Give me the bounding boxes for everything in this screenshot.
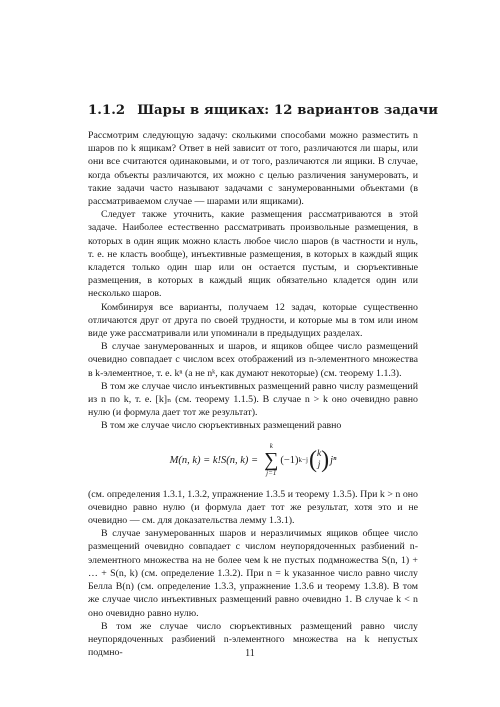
section-heading [88,103,438,118]
paragraph-injective: В том же случае число инъективных размещений равно числу размещений из n по k, т. е. [k]ₙ (см. теорему 1.1.5). В случае n > k оно очевидно равно нулю (и формула дает тот же результат). [88,380,418,419]
sum-lower-limit: j=1 [266,469,277,478]
paragraph-surjective-refs: (см. определения 1.3.1, 1.3.2, упражнение 1.3.5 и теорему 1.3.5). При k > n оно очевидно равно нулю (и формула дает тот же результат, хотя это и не очевидно — см. для доказательства лемму 1.3.1). [88,488,418,527]
section-title: Шары в ящиках: 12 вариантов задачи [137,103,439,118]
formula-tail: jⁿ [330,454,337,466]
section-number: 1.1.2 [88,103,126,118]
paragraph-numbered-case: В случае занумерованных и шаров, и ящиков общее число размещений очевидно совпадает с числом всех отображений из n-элементного множества в k-элементное, т. е. kⁿ (а не nᵏ, как думают некоторые) (см. теорему 1.1.3). [88,341,418,379]
page-number: 11 [245,648,255,659]
binom-top: k [316,449,322,460]
display-formula [88,433,418,488]
body-text [88,129,418,659]
paragraph-surjective-partitions: В том же случае число сюръективных размещений равно числу неупорядоченных разбиений n-элементного множества на k непустых подмно- [88,620,418,659]
sum-upper-limit: k [269,442,273,451]
paragraph-indistinct-boxes: В случае занумерованных шаров и неразличимых ящиков общее число размещений очевидно совпадает с числом неупорядоченных разбиений n-элементного множества на не более чем k не пустых подмножества S(n, 1) + … + S(n, k) (см. определение 1.3.2). При n = k указанное число равно числу Белла B(n) (см. определение 1.3.3, упражнение 1.3.6 и теорему 1.3.8). В том же случае число инъективных размещений равно очевидно 1. В случае k < n оно очевидно равно нулю. [88,528,418,619]
sum-symbol [264,443,278,477]
sigma-glyph: ∑ [264,449,279,472]
formula-term: (−1) [280,454,299,466]
binom-bottom: j [317,460,321,471]
formula-exponent: k−j [298,455,308,464]
paragraph-combinations: Комбинируя все варианты, получаем 12 задач, которые существенно отличаются друг от друга по своей трудности, и которые мы в том или ином виде уже рассматривали или упоминали в предыдущих разделах. [88,301,418,340]
paragraph-surjective: В том же случае число сюръективных размещений равно [101,420,342,432]
paragraph-placements: Следует также уточнить, какие размещения рассматриваются в этой задаче. Наиболее естественно рассматривать произвольные размещения, в которых в один ящик можно класть любое число шаров (в частности и нуль, т. е. не класть вообще), инъективные размещения, в которых в каждый ящик кладется только один шар или он остается пустым, и сюръективные размещения, в которых в каждый ящик обязательно кладется один или несколько шаров. [88,209,418,300]
paragraph-intro: Рассмотрим следующую задачу: сколькими способами можно разместить n шаров по k ящикам? Ответ в ней зависит от того, различаются ли шары, или они все считаются одинаковыми, и от того, различаются ли ящики. В случае, когда объекты различаются, их можно с целью различения занумеровать, и такие задачи часто называют задачами с занумерованными объектами (в рассматриваемом случае — шарами или ящиками). [88,130,418,208]
formula-lhs: M(n, k) = k!S(n, k) = [169,454,259,466]
binomial-coefficient: ( k j ) [308,447,330,474]
